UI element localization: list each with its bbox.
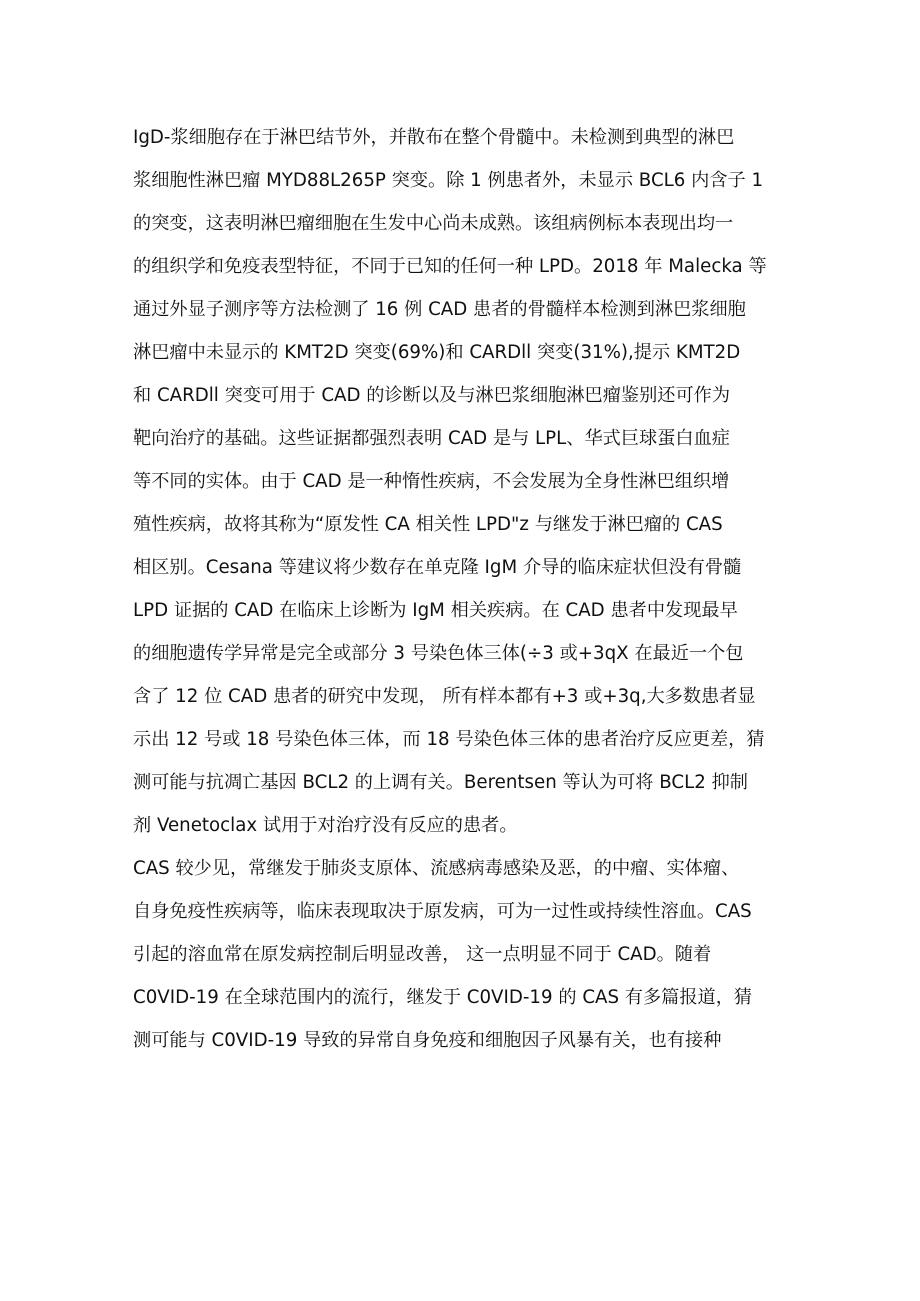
- text-line: 等不同的实体。由于 CAD 是一种惰性疾病，不会发展为全身性淋巴组织增: [133, 471, 730, 492]
- text-line: 浆细胞性淋巴瘤 MYD88L265P 突变。除 1 例患者外，未显示 BCL6 内含子 1: [133, 170, 764, 191]
- text-line: 剂 Venetoclax 试用于对治疗没有反应的患者。: [133, 815, 518, 836]
- text-line: 示出 12 号或 18 号染色体三体，而 18 号染色体三体的患者治疗反应更差，猜: [133, 729, 765, 750]
- text-line: C0VID-19 在全球范围内的流行，继发于 C0VID-19 的 CAS 有多篇报道，猜: [133, 987, 753, 1008]
- text-line: 的突变，这表明淋巴瘤细胞在生发中心尚未成熟。该组病例标本表现出均一: [133, 213, 734, 234]
- text-line: 通过外显子测序等方法检测了 16 例 CAD 患者的骨髓样本检测到淋巴浆细胞: [133, 299, 746, 320]
- text-line: 的细胞遗传学异常是完全或部分 3 号染色体三体(÷3 或+3qX 在最近一个包: [133, 643, 744, 664]
- text-line: 殖性疾病，故将其称为“原发性 CA 相关性 LPD"z 与继发于淋巴瘤的 CAS: [133, 514, 723, 535]
- text-line: LPD 证据的 CAD 在临床上诊断为 IgM 相关疾病。在 CAD 患者中发现最早: [133, 600, 738, 621]
- text-line: 和 CARDll 突变可用于 CAD 的诊断以及与淋巴浆细胞淋巴瘤鉴别还可作为: [133, 385, 731, 406]
- text-line: 含了 12 位 CAD 患者的研究中发现， 所有样本都有+3 或+3q,大多数患者显: [133, 686, 756, 707]
- text-line: 测可能与抗凋亡基因 BCL2 的上调有关。Berentsen 等认为可将 BCL2 抑制: [133, 772, 748, 793]
- text-line: 引起的溶血常在原发病控制后明显改善， 这一点明显不同于 CAD。随着: [133, 944, 712, 965]
- text-line: 靶向治疗的基础。这些证据都强烈表明 CAD 是与 LPL、华式巨球蛋白血症: [133, 428, 730, 449]
- text-line: 相区别。Cesana 等建议将少数存在单克隆 IgM 介导的临床症状但没有骨髓: [133, 557, 742, 578]
- text-line: IgD-浆细胞存在于淋巴结节外，并散布在整个骨髓中。未检测到典型的淋巴: [133, 127, 735, 148]
- text-line: 自身免疫性疾病等，临床表现取决于原发病，可为一过性或持续性溶血。CAS: [133, 901, 752, 922]
- text-line: 测可能与 C0VID-19 导致的异常自身免疫和细胞因子风暴有关，也有接种: [133, 1030, 722, 1051]
- text-line: 的组织学和免疫表型特征，不同于已知的任何一种 LPD。2018 年 Malecka 等: [133, 256, 767, 277]
- text-line: 淋巴瘤中未显示的 KMT2D 突变(69%)和 CARDll 突变(31%),提示 KMT2D: [133, 342, 741, 363]
- text-line: CAS 较少见，常继发于肺炎支原体、流感病毒感染及恶，的中瘤、实体瘤、: [133, 858, 740, 879]
